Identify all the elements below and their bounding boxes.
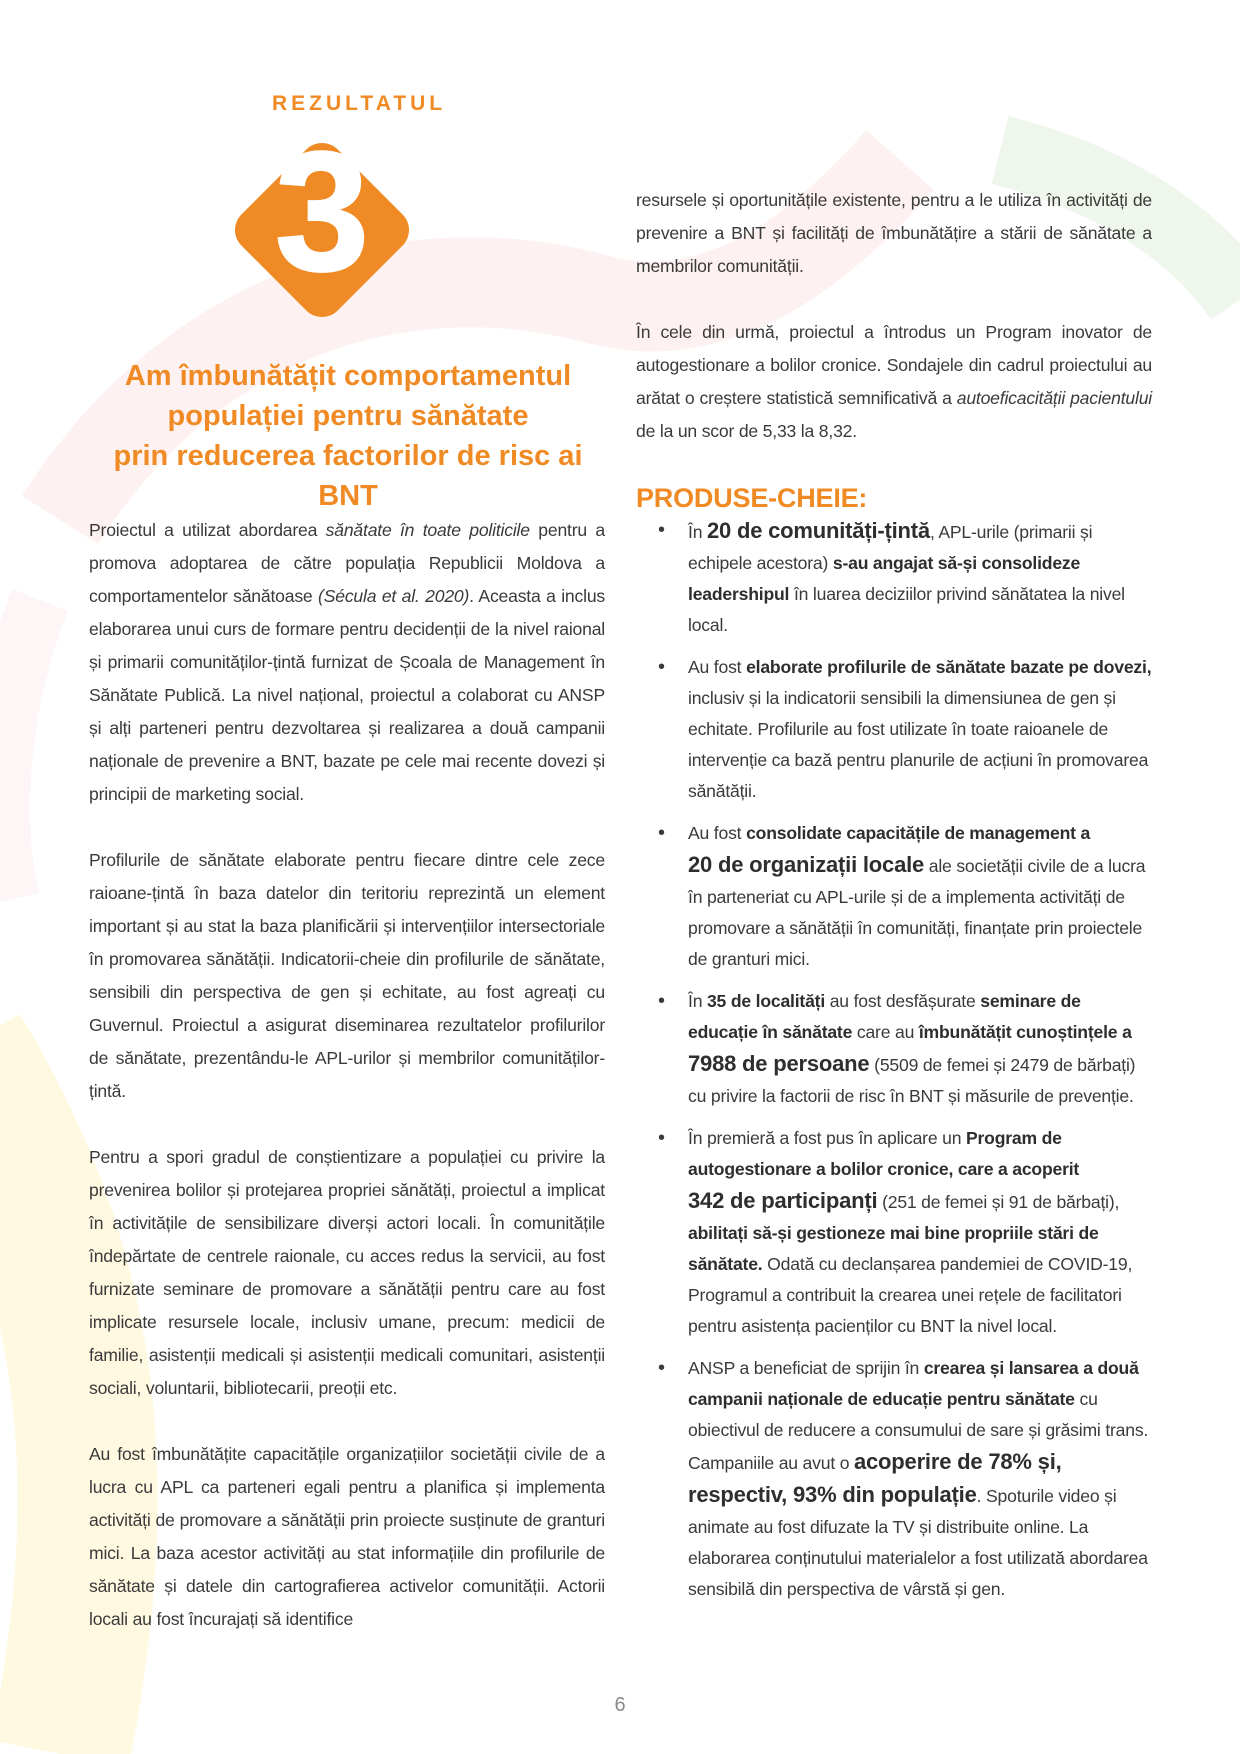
- right-column: [636, 184, 1152, 1616]
- text-run-bold: îmbunătățit cunoștințele a: [918, 1022, 1132, 1042]
- text-run: ANSP a beneficiat de sprijin în: [688, 1358, 924, 1378]
- text-run: cu obiectivul de reducere a consumului de sare și grăsimi trans. Campaniile au avut o: [688, 1389, 1149, 1473]
- product-item-organizations: [636, 818, 1152, 975]
- text-run-bold: Program de autogestionare a bolilor cronice, care a acoperit: [688, 1128, 1080, 1179]
- text-run-italic: autoeficacității pacientului: [956, 388, 1152, 408]
- highlight-value: 342 de participanți: [688, 1188, 878, 1213]
- result-number-badge: [212, 120, 432, 340]
- section-headline: [88, 356, 608, 516]
- product-item-seminars: [636, 986, 1152, 1112]
- headline-line-3: prin reducerea factorilor de risc ai BNT: [113, 440, 583, 512]
- highlight-value: 7988 de persoane: [688, 1051, 870, 1076]
- text-run-italic: sănătate în toate politicile: [325, 520, 530, 540]
- text-run: În cele din urmă, proiectul a întrodus un Program inovator de autogestionare a bolilor cronice. Sondajele din cadrul proiectului au arătat o creștere statistică semnificativă a: [636, 322, 1152, 408]
- highlight-value: 20 de organizații locale: [688, 852, 925, 877]
- text-run-bold: elaborate profilurile de sănătate bazate pe dovezi,: [746, 657, 1152, 677]
- text-run: , APL-urile (primarii și echipele acestora): [688, 522, 1093, 573]
- text-run-bold: s-au angajat să-și consolideze leadershipul: [688, 553, 1081, 604]
- text-run: inclusiv și la indicatorii sensibili la dimensiunea de gen și echitate. Profilurile au fost utilizate în toate raioanele de intervenție ca bază pentru planurile de acțiuni în promovarea sănătății.: [688, 688, 1149, 801]
- text-run: care au: [852, 1022, 919, 1042]
- text-run-bold: 35 de localități: [706, 991, 826, 1011]
- text-run: Proiectul a utilizat abordarea: [89, 520, 326, 540]
- products-list: [636, 515, 1152, 1605]
- product-item-campaigns: [636, 1353, 1152, 1605]
- text-run: ale societății civile de a lucra în parteneriat cu APL-urile și de a implementa activități de promovare a sănătății în comunități, finanțate prin proiectele de granturi mici.: [688, 856, 1146, 969]
- text-run: . Spoturile video și animate au fost difuzate la TV și distribuite online. La elaborarea conținutului materialelor a fost utilizată abordarea sensibilă din perspectiva de vârstă și gen.: [688, 1486, 1148, 1599]
- text-run-bold: crearea și lansarea a două campanii naționale de educație pentru sănătate: [688, 1358, 1139, 1409]
- text-run-bold: abilitați să-și gestioneze mai bine propriile stări de sănătate.: [688, 1223, 1099, 1274]
- text-run: În: [688, 522, 707, 542]
- text-run: de la un scor de 5,33 la 8,32.: [636, 421, 857, 441]
- text-run: Au fost: [688, 657, 747, 677]
- text-run: au fost desfășurate: [825, 991, 981, 1011]
- text-run: Au fost: [688, 823, 747, 843]
- product-item-profiles: [636, 652, 1152, 807]
- paragraph-health-profiles: Profilurile de sănătate elaborate pentru fiecare dintre cele zece raioane-țintă în baza datelor din teritoriu reprezintă un element important și au stat la baza planificării și intervențiilor intersectoriale în promovarea sănătății. Indicatorii-cheie din profilurile de sănătate, sensibili din perspectiva de gen și echitate, au fost agreați cu Guvernul. Proiectul a asigurat diseminarea rezultatelor profilurilor de sănătate, prezentându-le APL-urilor și membrilor comunităților-țintă.: [89, 850, 605, 1101]
- product-item-leadership: [636, 515, 1152, 641]
- highlight-value: 20 de comunități-țintă: [706, 518, 930, 543]
- text-run: În premieră a fost pus în aplicare un: [688, 1128, 966, 1148]
- highlight-value: acoperire de 78% și, respectiv, 93% din populație: [688, 1449, 1062, 1507]
- text-run-bold: consolidate capacitățile de management a: [746, 823, 1091, 843]
- paragraph-awareness: Pentru a spori gradul de conștientizare a populației cu privire la prevenirea bolilor și protejarea propriei sănătăți, proiectul a implicat în activitățile de sensibilizare diverși actori locali. În comunitățile îndepărtate de centrele raionale, cu acces redus la servicii, au fost furnizate seminare de promovare a sănătății pentru care au fost implicate resursele locale, inclusiv umane, precum: medicii de familie, asistenții medicali și asistenții medicali comunitari, asistenții sociali, voluntarii, bibliotecarii, preoții etc.: [89, 1147, 605, 1398]
- text-run: În: [688, 991, 707, 1011]
- product-item-program: [636, 1123, 1152, 1342]
- paragraph-civil-society: Au fost îmbunătățite capacitățile organizațiilor societății civile de a lucra cu APL ca parteneri egali pentru a planifica și implementa activități de promovare a sănătății prin proiecte susținute de granturi mici. La baza acestor activități au stat informațiile din profilurile de sănătate și datele din cartografierea activelor comunității. Actorii locali au fost încurajați să identifice: [89, 1444, 605, 1629]
- headline-line-2: populației pentru sănătate: [167, 400, 529, 432]
- result-label: REZULTATUL: [272, 92, 447, 115]
- result-number: 3: [274, 120, 370, 307]
- page-number: 6: [614, 1694, 626, 1716]
- paragraph-self-management: [636, 316, 1152, 448]
- text-run: în luarea deciziilor privind sănătatea la nivel local.: [688, 584, 1125, 635]
- products-title: PRODUSE-CHEIE:: [636, 483, 868, 513]
- text-run-bold: seminare de educație în sănătate: [688, 991, 1081, 1042]
- text-run: (5509 de femei și 2479 de bărbați) cu privire la factorii de risc în BNT și măsurile de prevenție.: [688, 1055, 1136, 1106]
- paragraph-approach: [89, 514, 605, 811]
- citation: (Sécula et al. 2020): [318, 586, 470, 606]
- text-run: pentru a promova adoptarea de către populația Republicii Moldova a comportamentelor sănătoase: [89, 520, 605, 606]
- left-column: [89, 514, 605, 1669]
- paragraph-resources: resursele și oportunitățile existente, pentru a le utiliza în activități de prevenire a BNT și facilități de îmbunătățire a stării de sănătate a membrilor comunității.: [636, 190, 1152, 276]
- text-run: . Aceasta a inclus elaborarea unui curs de formare pentru decidenții de la nivel raional și primarii comunităților-țintă furnizat de Școala de Management în Sănătate Publică. La nivel național, proiectul a colaborat cu ANSP și alți parteneri pentru dezvoltarea și realizarea a două campanii naționale de prevenire a BNT, bazate pe cele mai recente dovezi și principii de marketing social.: [89, 586, 605, 804]
- text-run: (251 de femei și 91 de bărbați),: [877, 1192, 1120, 1212]
- headline-line-1: Am îmbunătățit comportamentul: [124, 360, 572, 392]
- text-run: Odată cu declanșarea pandemiei de COVID-19, Programul a contribuit la crearea unei rețele de facilitatori pentru asistența pacienților cu BNT la nivel local.: [688, 1254, 1133, 1336]
